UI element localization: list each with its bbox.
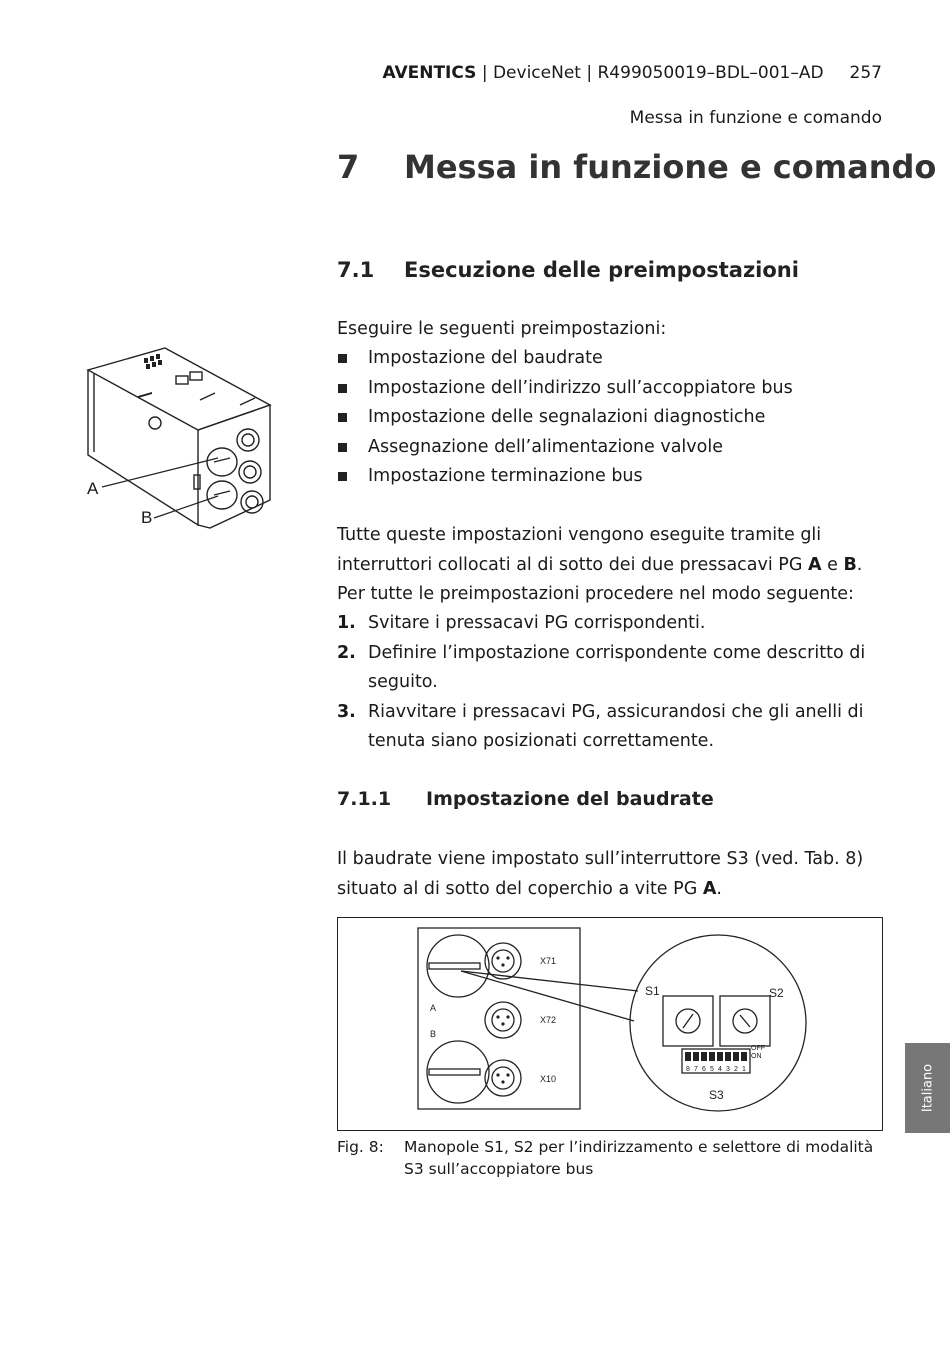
bullet-square-icon — [338, 413, 347, 422]
chapter-number: 7 — [337, 148, 360, 186]
cap-label-b: B — [430, 1029, 437, 1039]
header-brand: AVENTICS — [382, 63, 477, 83]
step-item: 3. Riavvitare i pressacavi PG, assicurandosi che gli anelli di tenuta siano posizionati correttamente. — [337, 701, 864, 751]
language-tab-label: Italiano — [920, 1063, 935, 1113]
figure-frame — [337, 917, 883, 1131]
connector-label-x71: X71 — [540, 956, 557, 966]
switch-figure — [338, 918, 882, 1130]
bullet-square-icon — [338, 354, 347, 363]
page-number: 257 — [849, 63, 882, 83]
switch-label-s3: S3 — [709, 1088, 724, 1102]
dip-on-label: ON — [751, 1053, 762, 1060]
cap-label-a: A — [430, 1003, 437, 1013]
dip-number: 1 — [742, 1066, 746, 1073]
bus-coupler-illustration — [80, 340, 280, 540]
procedure-intro: Tutte queste impostazioni vengono eseguite tramite gli interruttori collocati al di sotto dei due pressacavi PG A e B. Per tutte le preimpostazioni procedere nel modo seguente: — [337, 525, 863, 604]
chapter-heading — [337, 148, 936, 186]
step-item: 1. Svitare i pressacavi PG corrispondenti. — [337, 613, 706, 633]
switch-label-s2: S2 — [769, 986, 784, 1000]
dip-off-label: OFF — [751, 1045, 765, 1052]
caption-label: Fig. 8: — [337, 1138, 384, 1156]
running-header: AVENTICS | DeviceNet | R499050019–BDL–001–AD 257 — [382, 63, 882, 83]
device-label-b: B — [141, 508, 153, 527]
list-item: Impostazione del baudrate — [337, 344, 793, 374]
chapter-title: Messa in funzione e comando — [404, 148, 937, 186]
header-doc-code: R499050019–BDL–001–AD — [597, 63, 824, 83]
section-number: 7.1 — [337, 258, 375, 282]
list-item: Assegnazione dell’alimentazione valvole — [337, 433, 793, 463]
subsection-number: 7.1.1 — [337, 788, 392, 810]
dip-number: 8 — [686, 1066, 690, 1073]
dip-number: 2 — [734, 1066, 738, 1073]
subsection-heading — [337, 788, 714, 810]
list-item: Impostazione delle segnalazioni diagnostiche — [337, 403, 793, 433]
header-product: DeviceNet — [492, 63, 581, 83]
procedure-steps — [337, 609, 882, 757]
step-item: 2. Definire l’impostazione corrispondente come descritto di seguito. — [337, 642, 866, 692]
list-item: Impostazione dell’indirizzo sull’accoppiatore bus — [337, 374, 793, 404]
settings-list — [337, 344, 793, 492]
dip-number: 5 — [710, 1066, 714, 1073]
connector-label-x72: X72 — [540, 1015, 557, 1025]
baudrate-text: Il baudrate viene impostato sull’interruttore S3 (ved. Tab. 8) situato al di sotto del coperchio a vite PG A. — [337, 849, 864, 899]
switch-label-s1: S1 — [645, 984, 660, 998]
header-section-title: Messa in funzione e comando — [629, 108, 882, 128]
caption-text: Manopole S1, S2 per l’indirizzamento e selettore di modalità S3 sull’accoppiatore bus — [404, 1138, 874, 1178]
bullet-square-icon — [338, 384, 347, 393]
section-title: Esecuzione delle preimpostazioni — [404, 258, 799, 282]
bullet-square-icon — [338, 472, 347, 481]
language-tab — [905, 1043, 950, 1133]
intro-text: Eseguire le seguenti preimpostazioni: — [337, 319, 667, 339]
subsection-title: Impostazione del baudrate — [426, 788, 714, 810]
bullet-square-icon — [338, 443, 347, 452]
dip-number: 4 — [718, 1066, 722, 1073]
dip-number: 3 — [726, 1066, 730, 1073]
list-item: Impostazione terminazione bus — [337, 462, 793, 492]
connector-label-x10: X10 — [540, 1074, 557, 1084]
device-label-a: A — [87, 479, 99, 498]
section-heading — [337, 258, 799, 282]
dip-number: 6 — [702, 1066, 706, 1073]
dip-number: 7 — [694, 1066, 698, 1073]
